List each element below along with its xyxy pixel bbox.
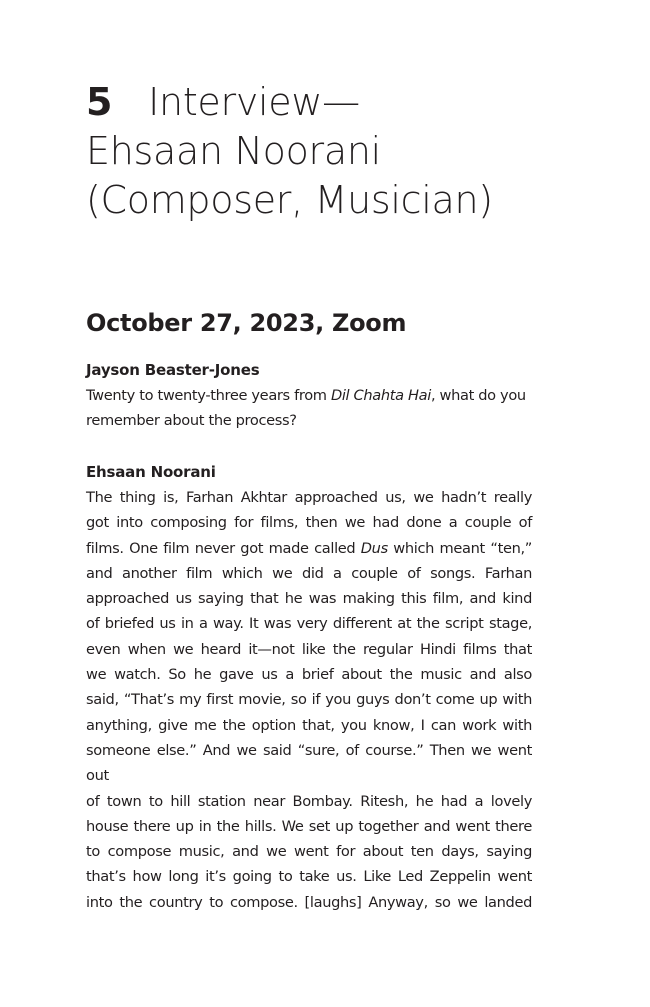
question-paragraph: [86, 383, 532, 434]
film-title-italic: Dil Chahta Hai: [330, 387, 431, 404]
line-text: , what do you: [430, 387, 526, 404]
line-text: someone else.” And we said “sure, of course.” Then we went out: [86, 741, 532, 785]
line-text: approached us saying that he was making this film, and kind: [86, 590, 532, 608]
paragraph-line: [86, 864, 532, 889]
paragraph-line: [86, 687, 532, 712]
paragraph-line: [86, 485, 532, 510]
line-text: into the country to compose. [laughs] Anyway, so we landed: [86, 893, 532, 911]
answer-paragraph: [86, 485, 532, 915]
line-text: that’s how long it’s going to take us. Like Led Zeppelin went: [86, 868, 532, 886]
line-text: of town to hill station near Bombay. Ritesh, he had a lovely: [86, 792, 532, 810]
paragraph-line: [86, 738, 532, 789]
paragraph-line: [86, 713, 532, 738]
speaker-name: Jayson Beaster-Jones: [86, 361, 260, 379]
exchange-interviewer: [86, 358, 532, 434]
chapter-title-line-2: Ehsaan Noorani: [86, 129, 381, 173]
line-text: The thing is, Farhan Akhtar approached us, we hadn’t really: [86, 489, 532, 506]
line-text: we watch. So he gave us a brief about the music and also: [86, 666, 532, 684]
line-text: of briefed us in a way. It was very different at the script stage,: [86, 615, 532, 633]
line-text: Twenty to twenty-three years from: [86, 387, 331, 404]
paragraph-line: [86, 611, 532, 636]
paragraph-line: [86, 586, 532, 611]
line-text: even when we heard it—not like the regular Hindi films that: [86, 640, 532, 658]
paragraph-line: [86, 383, 532, 408]
paragraph-line: [86, 839, 532, 864]
paragraph-line: [86, 789, 532, 814]
line-text: to compose music, and we went for about ten days, saying: [86, 843, 532, 861]
paragraph-line: [86, 510, 532, 535]
section-heading-date: October 27, 2023, Zoom: [86, 309, 407, 337]
paragraph-line: [86, 536, 532, 561]
chapter-title-line-1: [86, 78, 532, 127]
chapter-number: 5: [86, 80, 113, 124]
line-text: got into composing for films, then we had done a couple of: [86, 514, 532, 532]
line-text: and another film which we did a couple of songs. Farhan: [86, 564, 532, 582]
line-text: films. One film never got made called: [86, 539, 361, 557]
chapter-title: [86, 78, 532, 225]
line-text: said, “That’s my first movie, so if you guys don’t come up with: [86, 691, 532, 709]
paragraph-line: [86, 637, 532, 662]
paragraph-line: [86, 561, 532, 586]
paragraph-line: [86, 662, 532, 687]
chapter-title-line-3: (Composer, Musician): [86, 178, 493, 222]
paragraph-line: [86, 408, 532, 433]
speaker-name: Ehsaan Noorani: [86, 463, 216, 481]
line-text: which meant “ten,”: [387, 539, 532, 557]
chapter-title-text-1: Interview—: [148, 80, 360, 124]
film-title-italic: Dus: [360, 539, 388, 557]
paragraph-line: [86, 890, 532, 915]
exchange-interviewee: [86, 460, 532, 915]
line-text: remember about the process?: [86, 412, 297, 430]
line-text: anything, give me the option that, you know, I can work with: [86, 716, 532, 734]
line-text: house there up in the hills. We set up together and went there: [86, 817, 532, 835]
paragraph-line: [86, 814, 532, 839]
